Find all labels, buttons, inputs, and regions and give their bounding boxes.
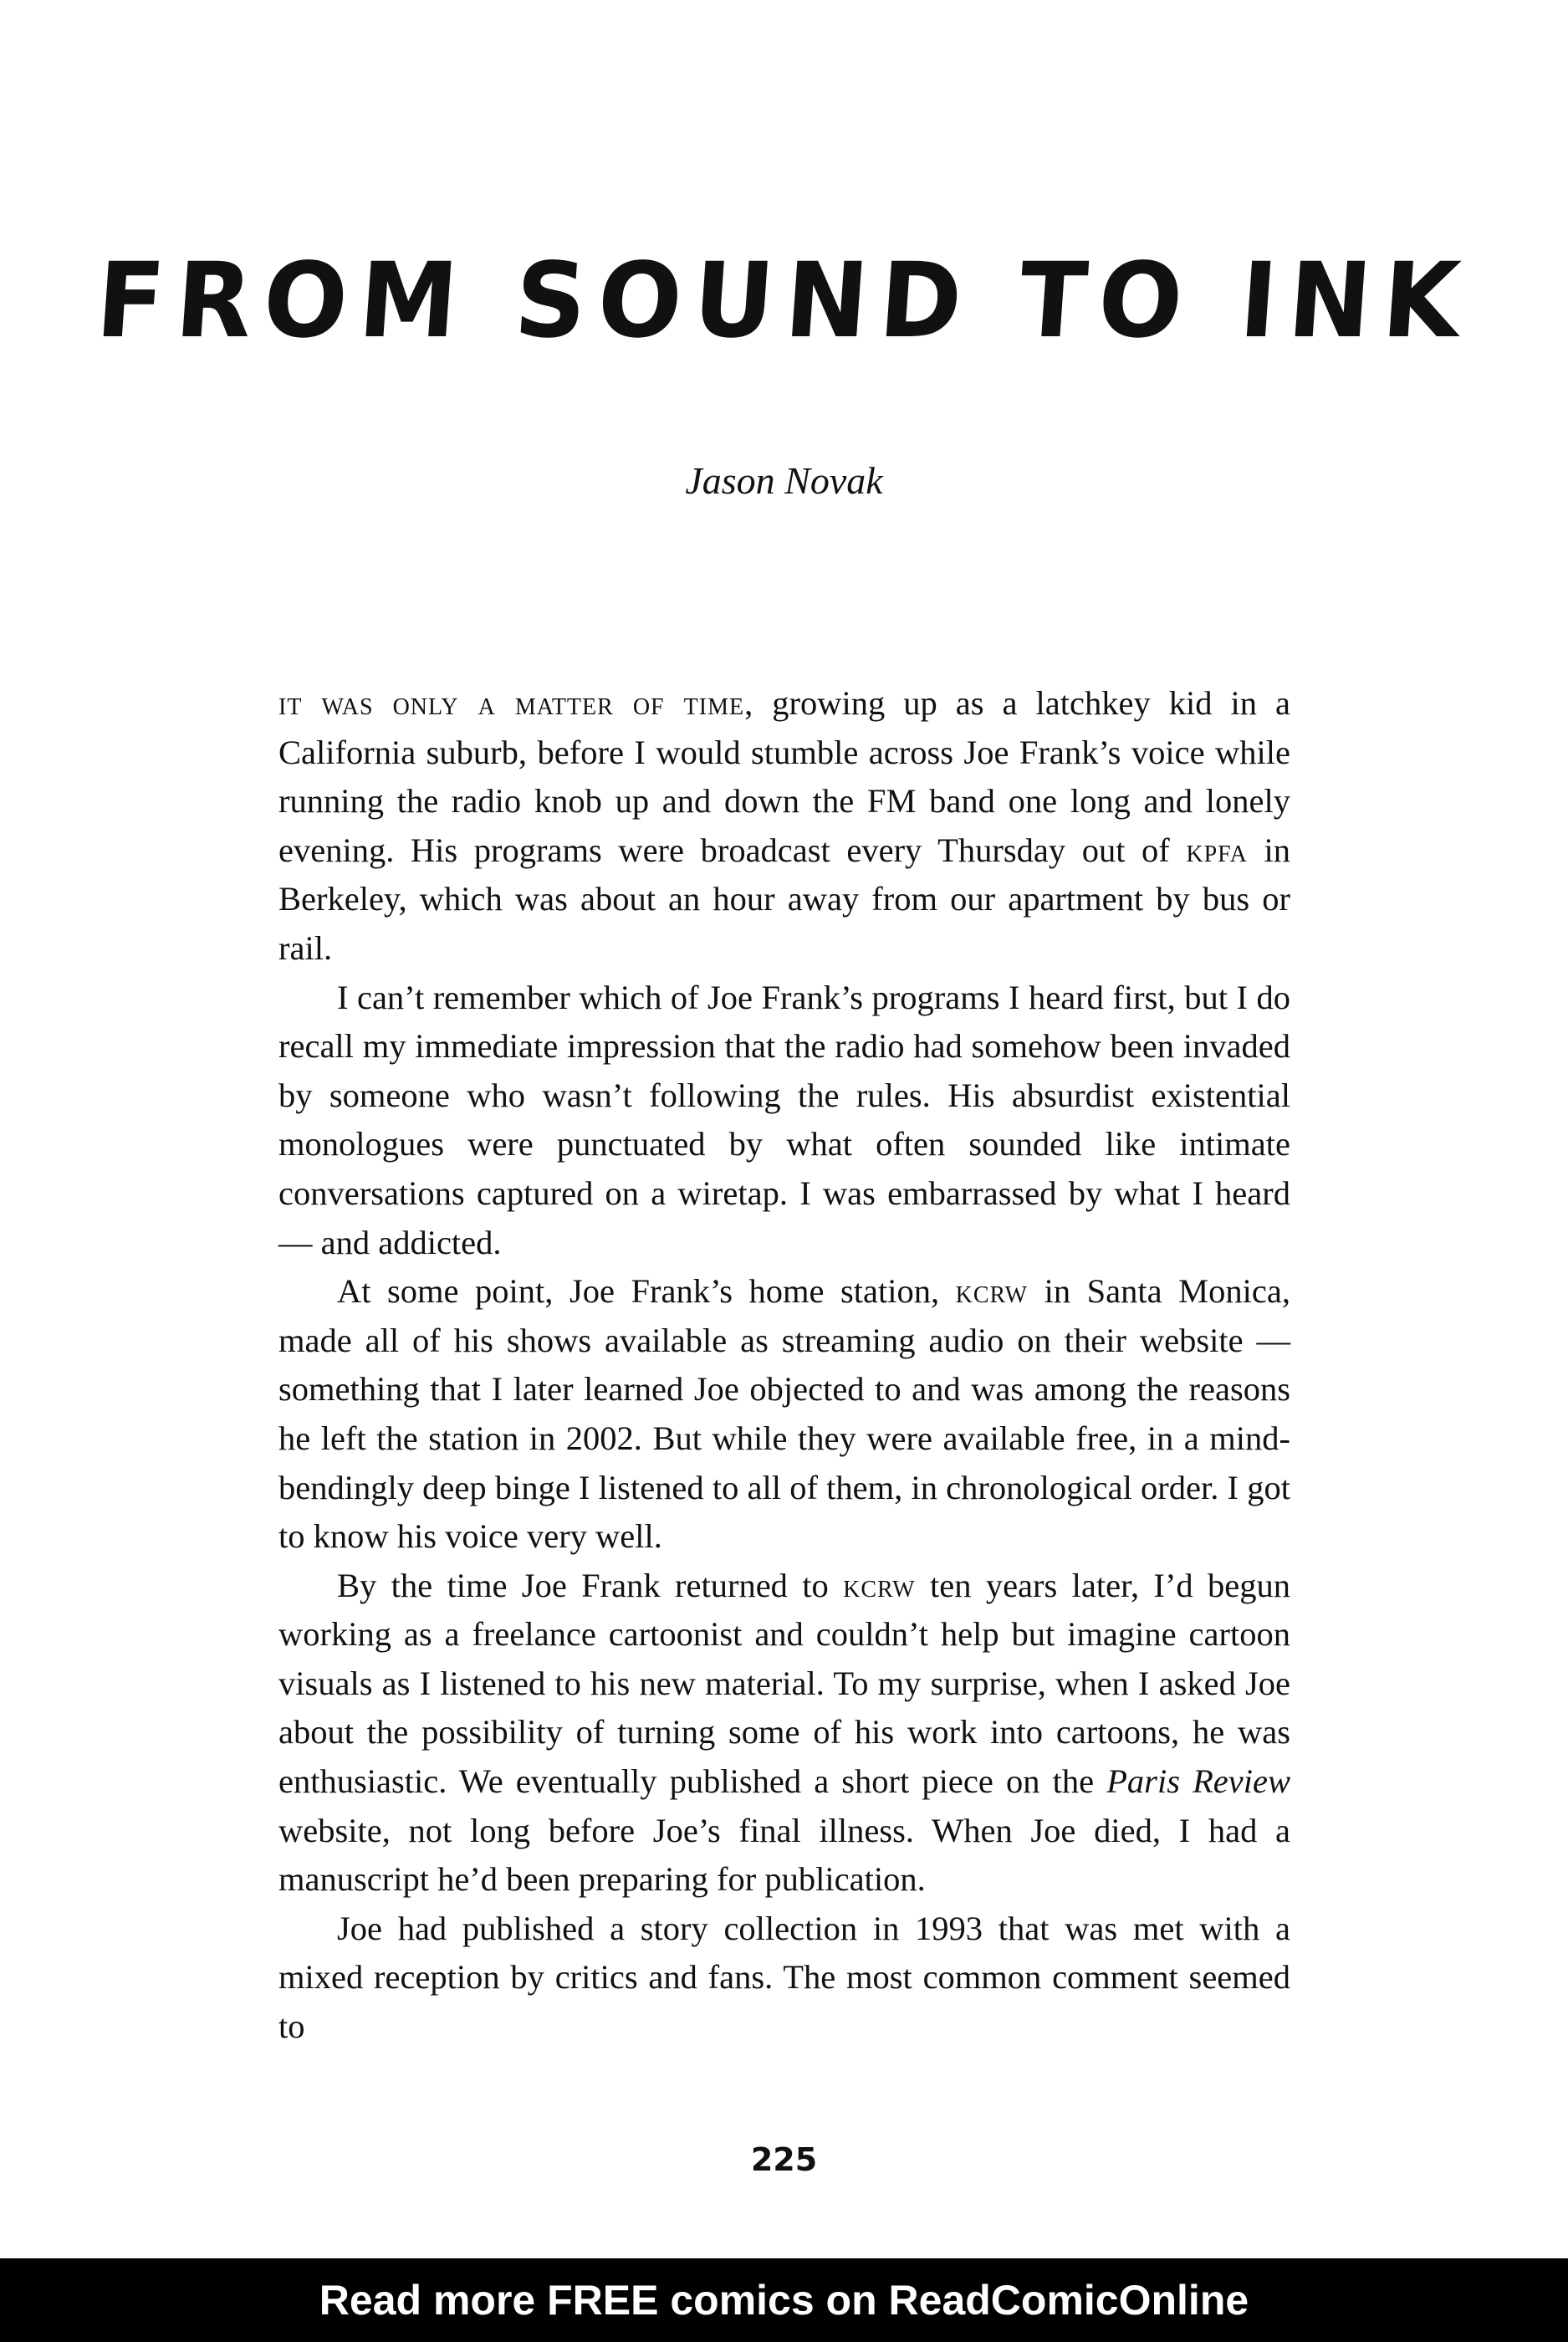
paragraph-3-text-b: in Santa Monica, made all of his shows available as streaming audio on their website — something that I later learned Joe objected to and was among the reasons he left the station in 2002. But while they were available free, in a mind-bendingly deep binge I listened to all of them, in chronological order. I got to know his voice very well.: [278, 1272, 1291, 1556]
opening-small-caps: it was only a matter of time,: [278, 684, 754, 722]
station-name-kcrw: kcrw: [955, 1272, 1029, 1311]
chapter-title: FROM SOUND TO INK: [92, 239, 1476, 361]
promo-banner-text[interactable]: Read more FREE comics on ReadComicOnline: [319, 2277, 1249, 2324]
paragraph-1-text-a: growing up as a latchkey kid in a California suburb, before I would stumble across Joe Frank’s voice while running the radio knob up and down the FM band one long and lonely evening. His programs were broadcast every Thursday out of: [278, 684, 1290, 869]
paragraph-5: Joe had published a story collection in 1993 that was met with a mixed reception by critics and fans. The most common comment seemed to: [278, 1909, 1290, 2046]
paragraph-1: [278, 679, 1290, 974]
paragraph-1-text-b: in Berkeley, which was about an hour away from our apartment by bus or rail.: [278, 831, 1290, 967]
paragraph-4-text-c: website, not long before Joe’s final illness. When Joe died, I had a manuscript he’d been preparing for publication.: [278, 1811, 1290, 1899]
paragraph-3-text-a: At some point, Joe Frank’s home station,: [337, 1272, 956, 1311]
paragraph-3: [278, 1267, 1290, 1562]
page-number: 225: [750, 2141, 818, 2178]
author-name: Jason Novak: [685, 459, 883, 502]
station-name-kcrw: kcrw: [843, 1566, 916, 1604]
paragraph-4-text-b: ten years later, I’d begun working as a freelance cartoonist and couldn’t help but imagine cartoon visuals as I listened to his new material. To my surprise, when I asked Joe about the possibility of turning some of his work into cartoons, he was enthusiastic. We eventually published a short piece on the: [278, 1566, 1290, 1801]
paragraph-2: I can’t remember which of Joe Frank’s programs I heard first, but I do recall my immediate impression that the radio had somehow been invaded by someone who wasn’t following the rules. His absurdist existential monologues were punctuated by what often sounded like intimate conversations captured on a wiretap. I was embarrassed by what I heard — and addicted.: [278, 978, 1290, 1261]
body-text: [278, 679, 1290, 2052]
station-name-kpfa: kpfa: [1186, 831, 1248, 869]
promo-banner[interactable]: [0, 2258, 1568, 2342]
publication-title: Paris Review: [1106, 1762, 1290, 1801]
paragraph-4: [278, 1562, 1290, 1905]
paragraph-4-text-a: By the time Joe Frank returned to: [337, 1566, 844, 1604]
